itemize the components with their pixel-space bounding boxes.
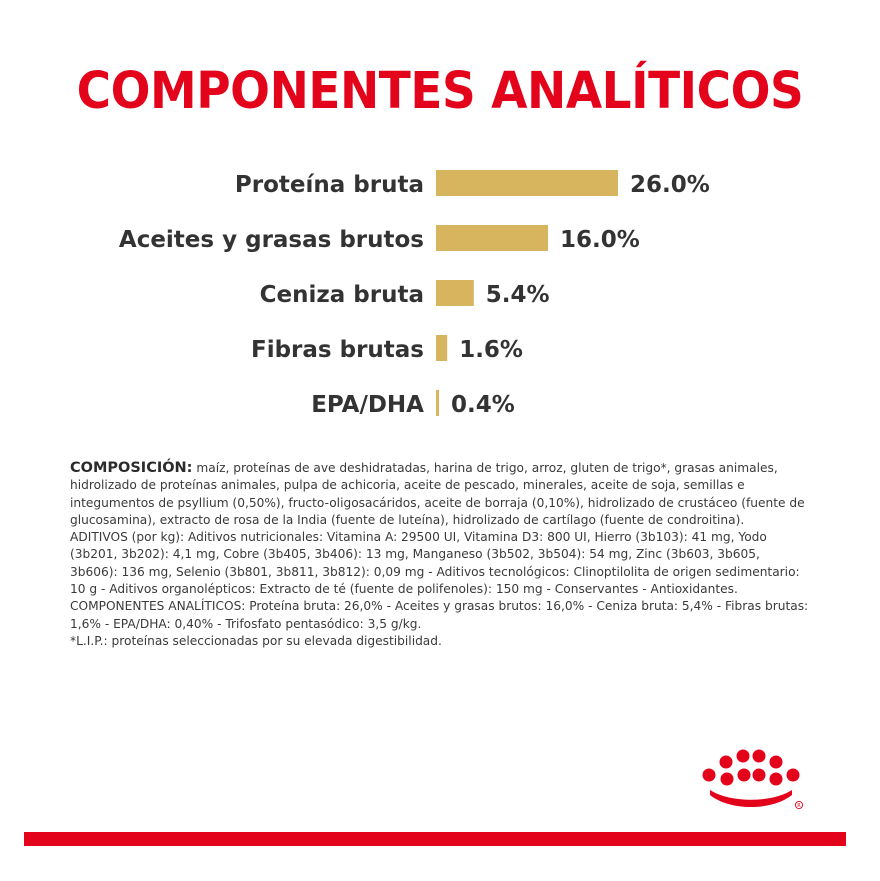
category-label-proteina-bruta: Proteína bruta (234, 172, 424, 198)
value-label-proteina-bruta: 26.0% (630, 172, 710, 198)
page-title: COMPONENTES ANALÍTICOS (76, 62, 804, 121)
composition-label: COMPOSICIÓN: (70, 460, 193, 476)
value-label-aceites-y-grasas-brutos: 16.0% (560, 227, 640, 253)
category-label-ceniza-bruta: Ceniza bruta (259, 282, 424, 308)
composition-section (70, 460, 810, 650)
composition-paragraph (70, 460, 810, 529)
value-label-ceniza-bruta: 5.4% (485, 282, 550, 308)
category-label-fibras-brutas: Fibras brutas (250, 337, 424, 363)
bar-aceites-y-grasas-brutos (436, 225, 548, 251)
bar-epa-dha (436, 390, 439, 416)
category-label-epa-dha: EPA/DHA (311, 392, 424, 418)
bar-fibras-brutas (436, 335, 447, 361)
category-label-aceites-y-grasas-brutos: Aceites y grasas brutos (118, 227, 424, 253)
value-label-fibras-brutas: 1.6% (459, 337, 523, 363)
value-label-epa-dha: 0.4% (451, 392, 515, 418)
footnote-text: *L.I.P.: proteínas seleccionadas por su elevada digestibilidad. (70, 633, 442, 648)
bar-ceniza-bruta (436, 280, 474, 306)
svg-text:R: R (797, 803, 801, 809)
bar-proteina-bruta (436, 170, 618, 196)
royal-canin-crown-logo (696, 748, 812, 814)
composition-text: maíz, proteínas de ave deshidratadas, harina de trigo, arroz, gluten de trigo*, grasas animales, hidrolizado de proteínas animales, pulpa de achicoria, aceite de pescado, minerales, aceite de soja, semillas e integumentos de psyllium (0,50%), fructo-oligosacáridos, aceite de borraja (0,10%), hidrolizado de crustáceo (fuente de glucosamina), extracto de rosa de la India (fuente de luteína), hidrolizado de cartílago (fuente de condroitina). (70, 461, 805, 527)
brand-bottom-bar (24, 832, 846, 846)
additives-text: ADITIVOS (por kg): Aditivos nutricionales: Vitamina A: 29500 UI, Vitamina D3: 800 UI, Hierro (3b103): 41 mg, Yodo (3b201, 3b202): 4,1 mg, Cobre (3b405, 3b406): 13 mg, Manganeso (3b502, 3b504): 54 mg, Zinc (3b603, 3b605, 3b606): 136 mg, Selenio (3b801, 3b811, 3b812): 0,09 mg - Aditivos tecnológicos: Clinoptilolita de origen sedimentario: 10 g - Aditivos organolépticos: Extracto de té (fuente de polifenoles): 150 mg - Conservantes - Antioxidantes. (70, 530, 800, 597)
analytical-components-text: COMPONENTES ANALÍTICOS: Proteína bruta: 26,0% - Aceites y grasas brutos: 16,0% - Ceniza bruta: 5,4% - Fibras brutas: 1,6% - EPA/DHA: 0,40% - Trifosfato pentasódico: 3,5 g/kg. (70, 599, 809, 631)
nutrient-bar-chart (0, 150, 880, 430)
